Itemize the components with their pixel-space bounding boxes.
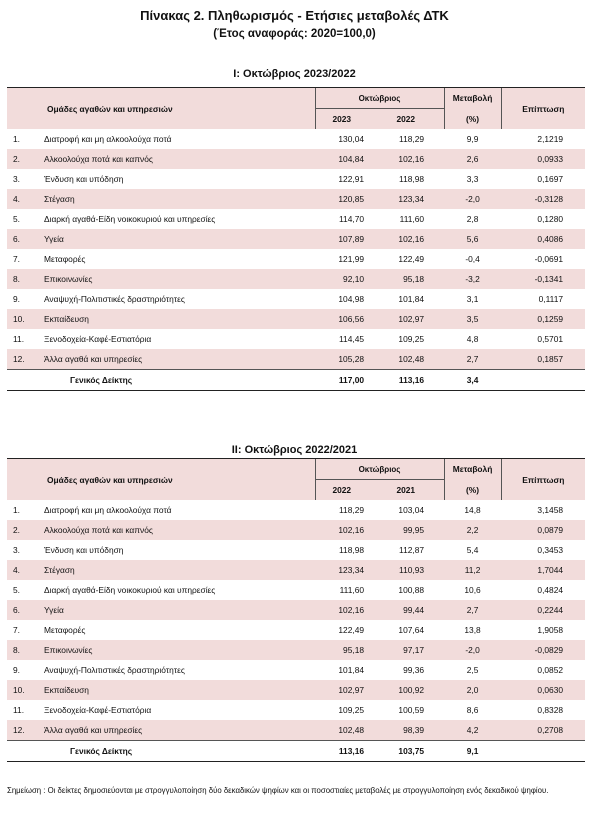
row-category: Στέγαση (40, 560, 315, 580)
row-value-b: 97,17 (368, 640, 444, 660)
row-impact: -0,0829 (501, 640, 585, 660)
row-value-a: 106,56 (315, 309, 368, 329)
row-category: Υγεία (40, 600, 315, 620)
row-change: 9,9 (466, 134, 479, 144)
row-change: 2,5 (466, 665, 479, 675)
section1-title: Ι: Οκτώβριος 2023/2022 (233, 68, 356, 80)
row-change: -2,0 (444, 640, 501, 660)
table-section1 (7, 87, 585, 391)
row-number: 1. (13, 505, 20, 515)
table-row (7, 309, 585, 329)
row-value-b: 102,97 (368, 309, 444, 329)
row-category: Άλλα αγαθά και υπηρεσίες (40, 349, 315, 370)
row-value-a: 123,34 (315, 560, 368, 580)
total-label: Γενικός Δείκτης (40, 370, 315, 391)
total-value-b: 113,16 (368, 370, 444, 391)
row-change: 5,4 (466, 545, 479, 555)
col-header-change: Μεταβολή (444, 88, 501, 109)
row-value-b: 122,49 (398, 254, 425, 264)
row-number: 11. (13, 334, 25, 344)
row-value-a: 121,99 (338, 254, 365, 264)
row-value-b: 102,48 (368, 349, 444, 370)
row-number: 10. (7, 309, 40, 329)
row-value-a: 92,10 (315, 269, 368, 289)
row-number: 4. (7, 560, 40, 580)
row-impact: 3,1458 (537, 505, 564, 515)
row-value-b: 111,60 (399, 214, 425, 224)
row-value-a: 102,16 (315, 600, 368, 620)
col-header-month: Οκτώβριος (315, 459, 444, 480)
row-value-b: 102,16 (368, 229, 444, 249)
row-impact: 1,9058 (537, 625, 564, 635)
row-change: 3,5 (444, 309, 501, 329)
row-number: 4. (7, 189, 40, 209)
col-header-group: Ομάδες αγαθών και υπηρεσιών (7, 88, 315, 130)
row-category: Ένδυση και υπόδηση (44, 545, 124, 555)
row-impact: 0,2708 (501, 720, 585, 741)
row-value-b: 118,29 (399, 134, 425, 144)
row-category: Επικοινωνίες (40, 269, 315, 289)
row-number: 5. (13, 214, 20, 224)
row-change: 4,8 (466, 334, 479, 344)
row-impact: 0,1697 (537, 174, 564, 184)
col-header-year-a: 2023 (315, 109, 368, 130)
row-number: 12. (7, 349, 40, 370)
col-header-year-a: 2022 (315, 480, 368, 501)
row-change: 2,7 (444, 600, 501, 620)
row-number: 2. (7, 520, 40, 540)
row-change: -2,0 (444, 189, 501, 209)
row-impact: 2,1219 (537, 134, 564, 144)
table-row (7, 500, 585, 520)
row-change: 2,0 (444, 680, 501, 700)
row-value-a: 104,84 (315, 149, 368, 169)
row-change: -0,4 (465, 254, 480, 264)
col-header-year-b: 2021 (368, 480, 444, 501)
col-header-change-unit: (%) (444, 109, 501, 130)
row-category: Αναψυχή-Πολιτιστικές δραστηριότητες (44, 665, 185, 675)
col-header-month: Οκτώβριος (315, 88, 444, 109)
row-value-a: 95,18 (315, 640, 368, 660)
row-value-a: 118,98 (339, 545, 365, 555)
table-row (7, 720, 585, 741)
col-header-year-b: 2022 (368, 109, 444, 130)
row-value-a: 118,29 (339, 505, 365, 515)
table-row (7, 329, 585, 349)
row-value-b: 101,84 (398, 294, 425, 304)
row-category: Διαρκή αγαθά-Είδη νοικοκυριού και υπηρεσίες (44, 214, 216, 224)
row-impact: -0,0691 (534, 254, 564, 264)
row-value-a: 101,84 (338, 665, 365, 675)
table-row (7, 640, 585, 660)
row-category: Μεταφορές (44, 254, 86, 264)
table-row (7, 229, 585, 249)
row-impact: 0,0852 (537, 665, 564, 675)
table-row (7, 680, 585, 700)
row-value-b: 98,39 (368, 720, 444, 741)
row-impact: 0,2244 (501, 600, 585, 620)
row-number: 6. (7, 600, 40, 620)
page-subtitle: (Έτος αναφοράς: 2020=100,0) (213, 28, 376, 40)
row-category: Υγεία (40, 229, 315, 249)
row-number: 11. (13, 705, 25, 715)
row-category: Αλκοολούχα ποτά και καπνός (40, 520, 315, 540)
row-value-a: 102,48 (315, 720, 368, 741)
col-header-change: Μεταβολή (444, 459, 501, 480)
row-number: 9. (13, 294, 20, 304)
row-change: 13,8 (464, 625, 481, 635)
table-row (7, 349, 585, 370)
row-category: Αναψυχή-Πολιτιστικές δραστηριότητες (44, 294, 185, 304)
row-impact: -0,3128 (501, 189, 585, 209)
row-value-a: 114,70 (339, 214, 365, 224)
row-category: Εκπαίδευση (40, 309, 315, 329)
row-change: 10,6 (464, 585, 481, 595)
row-value-b: 107,64 (398, 625, 425, 635)
row-category: Αλκοολούχα ποτά και καπνός (40, 149, 315, 169)
row-category: Εκπαίδευση (40, 680, 315, 700)
row-number: 7. (13, 254, 20, 264)
table-row (7, 620, 585, 640)
row-number: 8. (7, 640, 40, 660)
row-value-a: 102,97 (315, 680, 368, 700)
row-value-b: 112,87 (399, 545, 425, 555)
row-impact: 1,7044 (501, 560, 585, 580)
footnote: Σημείωση : Οι δείκτες δημοσιεύονται με στρογγυλοποίηση δύο δεκαδικών ψηφίων και οι ποσοστιαίες μεταβολές με στρογγυλοποίηση ενός δεκαδικού ψηφίου. (7, 786, 549, 795)
row-value-a: 105,28 (315, 349, 368, 370)
total-value-a: 117,00 (315, 370, 368, 391)
row-number: 10. (7, 680, 40, 700)
row-impact: 0,3453 (537, 545, 564, 555)
row-impact: 0,1259 (501, 309, 585, 329)
row-value-b: 100,59 (398, 705, 425, 715)
table-row (7, 520, 585, 540)
col-header-change-unit: (%) (444, 480, 501, 501)
table-row (7, 269, 585, 289)
table-row (7, 600, 585, 620)
table-row (7, 660, 585, 680)
row-value-a: 107,89 (315, 229, 368, 249)
table-row (7, 169, 585, 189)
row-impact: 0,8328 (537, 705, 564, 715)
total-change: 3,4 (444, 370, 501, 391)
row-impact: 0,0933 (501, 149, 585, 169)
row-value-a: 104,98 (338, 294, 365, 304)
row-change: 2,2 (444, 520, 501, 540)
row-value-a: 114,45 (339, 334, 365, 344)
row-category: Διατροφή και μη αλκοολούχα ποτά (44, 505, 172, 515)
row-change: 3,3 (466, 174, 479, 184)
row-change: 11,2 (444, 560, 501, 580)
row-value-b: 100,88 (398, 585, 425, 595)
row-category: Ξενοδοχεία-Καφέ-Εστιατόρια (44, 334, 152, 344)
row-value-b: 99,44 (368, 600, 444, 620)
row-category: Διαρκή αγαθά-Είδη νοικοκυριού και υπηρεσίες (44, 585, 216, 595)
row-impact: 0,1117 (538, 294, 564, 304)
row-impact: 0,1280 (537, 214, 564, 224)
table-row (7, 560, 585, 580)
row-change: 2,7 (444, 349, 501, 370)
row-number: 6. (7, 229, 40, 249)
total-label: Γενικός Δείκτης (40, 741, 315, 762)
row-value-a: 122,91 (338, 174, 365, 184)
table-row (7, 149, 585, 169)
row-change: 14,8 (464, 505, 481, 515)
row-change: 3,1 (466, 294, 479, 304)
row-value-a: 130,04 (338, 134, 365, 144)
row-value-a: 120,85 (315, 189, 368, 209)
row-category: Ξενοδοχεία-Καφέ-Εστιατόρια (44, 705, 152, 715)
row-category: Ένδυση και υπόδηση (44, 174, 124, 184)
row-change: -3,2 (444, 269, 501, 289)
row-impact: 0,0879 (501, 520, 585, 540)
row-value-a: 111,60 (339, 585, 365, 595)
col-header-impact: Επίπτωση (501, 88, 585, 130)
row-category: Επικοινωνίες (40, 640, 315, 660)
row-value-b: 109,25 (398, 334, 425, 344)
row-value-b: 123,34 (368, 189, 444, 209)
row-value-b: 99,95 (368, 520, 444, 540)
row-value-b: 103,04 (398, 505, 425, 515)
row-change: 8,6 (466, 705, 479, 715)
page-title: Πίνακας 2. Πληθωρισμός - Ετήσιες μεταβολές ΔΤΚ (140, 8, 449, 23)
row-impact: 0,0630 (501, 680, 585, 700)
row-value-b: 99,36 (403, 665, 425, 675)
row-change: 2,8 (466, 214, 479, 224)
table-row (7, 129, 585, 149)
table-section2 (7, 458, 585, 762)
row-value-b: 110,93 (368, 560, 444, 580)
table-row (7, 580, 585, 600)
row-number: 3. (13, 174, 20, 184)
row-value-a: 102,16 (315, 520, 368, 540)
row-number: 3. (13, 545, 20, 555)
row-category: Άλλα αγαθά και υπηρεσίες (40, 720, 315, 741)
row-number: 5. (13, 585, 20, 595)
row-value-b: 102,16 (368, 149, 444, 169)
total-value-b: 103,75 (368, 741, 444, 762)
row-category: Στέγαση (40, 189, 315, 209)
table-row (7, 540, 585, 560)
total-value-a: 113,16 (315, 741, 368, 762)
table-row (7, 209, 585, 229)
row-value-b: 118,98 (399, 174, 425, 184)
row-number: 8. (7, 269, 40, 289)
col-header-impact: Επίπτωση (501, 459, 585, 501)
table-row (7, 189, 585, 209)
row-number: 2. (7, 149, 40, 169)
table-row (7, 249, 585, 269)
row-change: 4,2 (444, 720, 501, 741)
table-row (7, 289, 585, 309)
row-number: 9. (13, 665, 20, 675)
row-impact: 0,1857 (501, 349, 585, 370)
row-impact: 0,5701 (537, 334, 564, 344)
total-change: 9,1 (444, 741, 501, 762)
row-category: Μεταφορές (44, 625, 86, 635)
row-impact: -0,1341 (501, 269, 585, 289)
row-number: 12. (7, 720, 40, 741)
section2-title: ΙΙ: Οκτώβριος 2022/2021 (231, 444, 358, 456)
row-value-a: 109,25 (338, 705, 365, 715)
row-value-b: 95,18 (368, 269, 444, 289)
row-change: 2,6 (444, 149, 501, 169)
table-row (7, 700, 585, 720)
row-number: 7. (13, 625, 20, 635)
row-change: 5,6 (444, 229, 501, 249)
row-value-a: 122,49 (338, 625, 365, 635)
row-impact: 0,4824 (537, 585, 564, 595)
row-impact: 0,4086 (501, 229, 585, 249)
row-value-b: 100,92 (368, 680, 444, 700)
row-number: 1. (13, 134, 20, 144)
row-category: Διατροφή και μη αλκοολούχα ποτά (44, 134, 172, 144)
col-header-group: Ομάδες αγαθών και υπηρεσιών (7, 459, 315, 501)
